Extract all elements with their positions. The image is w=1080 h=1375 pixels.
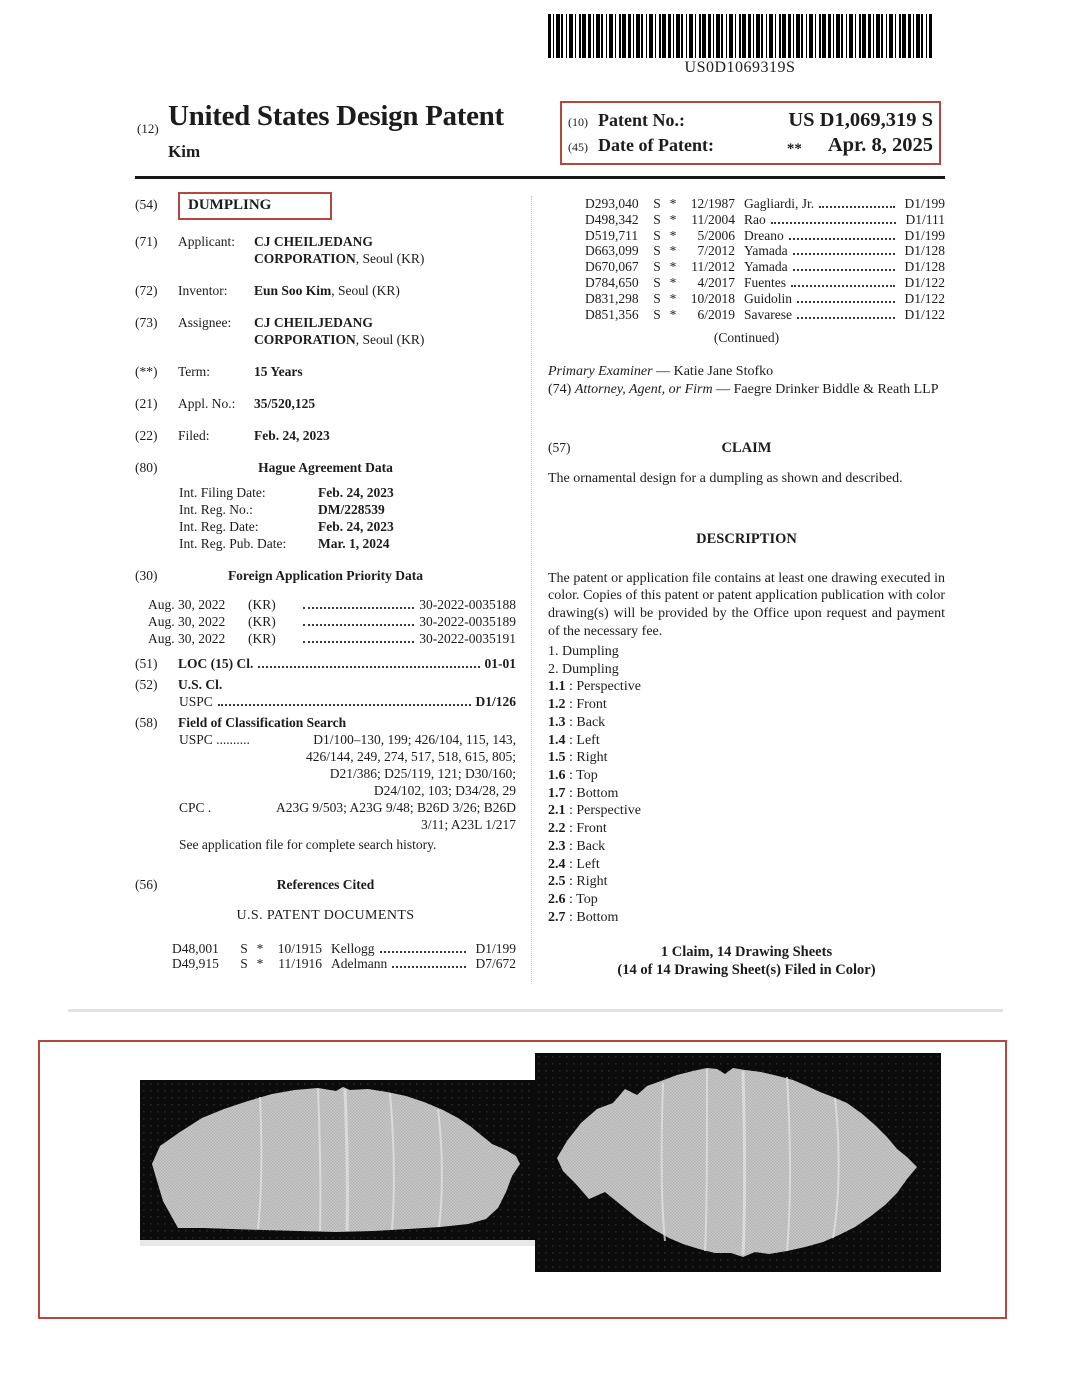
scan-artifact-line [68, 1009, 1003, 1012]
view-item-label: Perspective [576, 803, 641, 819]
figure-box [38, 1040, 1007, 1319]
reference-row [548, 228, 945, 244]
search-label-row [135, 714, 516, 731]
dot-leader [303, 631, 414, 643]
reference-row [135, 956, 516, 972]
field-58-search [135, 714, 516, 853]
claim-heading: CLAIM [721, 439, 772, 456]
search-uspc-line1 [179, 731, 516, 748]
dumpling-perspective-photo [535, 1053, 941, 1272]
examiner-line [548, 363, 945, 381]
field-52-code: (52) [135, 676, 158, 692]
applicant-name-line1: CJ CHEILJEDANG [254, 233, 373, 249]
term-asterisks: ** [786, 141, 802, 157]
view-item-number: 1.6 [548, 767, 566, 783]
ref-star: * [669, 290, 677, 306]
view-item-separator: : [569, 821, 573, 837]
field-74-code: (74) [548, 382, 572, 397]
priority-number: 30-2022-0035188 [419, 596, 516, 612]
dot-leader [797, 307, 895, 319]
view-item-label: Back [576, 714, 606, 730]
view-list-item [548, 785, 945, 803]
dot-leader [218, 694, 471, 706]
view-item-number: 2.5 [548, 874, 566, 890]
ref-name: Adelmann [331, 956, 388, 972]
ref-name: Dreano [744, 227, 784, 243]
hague-heading: Hague Agreement Data [258, 459, 393, 475]
ref-class: D1/128 [904, 243, 945, 259]
examiner-label: Primary Examiner [548, 364, 653, 380]
dot-leader [793, 259, 895, 271]
patent-date-label: Date of Patent: [598, 135, 714, 155]
dumpling-front-image [140, 1080, 537, 1240]
patent-no-label: Patent No.: [598, 110, 685, 130]
ref-date: 10/2018 [690, 290, 735, 306]
hague-row-label: Int. Reg. Pub. Date: [179, 535, 287, 551]
priority-country: (KR) [248, 613, 276, 629]
field-73-code: (73) [135, 314, 158, 330]
search-uspc-label: USPC .......... [179, 731, 250, 747]
view-item-number: 2.7 [548, 909, 566, 925]
field-80-hague [135, 459, 516, 552]
applicant-label: Applicant: [178, 233, 235, 249]
ref-class: D1/122 [904, 274, 945, 290]
hague-row-label: Int. Reg. Date: [179, 518, 259, 534]
patent-date-line [568, 134, 933, 157]
view-item-number: 1.7 [548, 785, 566, 801]
view-item-separator: : [569, 697, 573, 713]
term-value: 15 Years [254, 363, 303, 379]
reference-row [548, 243, 945, 259]
ref-star: * [669, 274, 677, 290]
ref-number: D48,001 [172, 940, 219, 956]
design-list-item [548, 643, 945, 661]
ref-name: Yamada [744, 243, 788, 259]
hague-row-value: Feb. 24, 2023 [318, 484, 394, 500]
field-22-code: (22) [135, 427, 158, 443]
claim-sheet-count: 1 Claim, 14 Drawing Sheets [660, 944, 833, 961]
field-21-code: (21) [135, 395, 158, 411]
ref-number: D784,650 [585, 274, 639, 290]
filed-label: Filed: [178, 427, 210, 443]
view-list-item [548, 678, 945, 696]
field-72-inventor [135, 282, 516, 299]
right-reference-rows [548, 196, 945, 322]
field-21-appl-no [135, 395, 516, 412]
view-item-label: Left [576, 856, 600, 872]
loc-label: LOC (15) Cl. [178, 655, 254, 671]
hague-heading-row [135, 459, 516, 476]
ref-star: * [256, 940, 264, 956]
view-item-number: 2.1 [548, 803, 566, 819]
view-list-item [548, 696, 945, 714]
view-item-number: 1.2 [548, 697, 566, 713]
kind-code: (12) [137, 121, 159, 136]
priority-date: Aug. 30, 2022 [148, 630, 226, 646]
ref-kind: S [653, 306, 661, 322]
hague-row-value: Feb. 24, 2023 [318, 518, 394, 534]
ref-number: D851,356 [585, 306, 639, 322]
view-item-number: 1.1 [548, 679, 566, 695]
reference-row [548, 307, 945, 323]
design-item-number: 2. [548, 661, 559, 677]
us-patent-documents-heading: U.S. PATENT DOCUMENTS [236, 907, 415, 923]
hague-row [179, 535, 516, 552]
attorney-firm: — Faegre Drinker Biddle & Reath LLP [712, 382, 939, 397]
ref-class: D1/199 [475, 940, 516, 956]
dot-leader [392, 956, 465, 968]
inventor-value [254, 282, 516, 299]
field-30-priority [135, 567, 516, 647]
view-item-number: 1.3 [548, 714, 566, 730]
assignee-name2: CORPORATION [254, 331, 356, 347]
priority-row [148, 630, 516, 647]
column-divider [531, 196, 532, 984]
dot-leader [771, 212, 896, 224]
field-71-code: (71) [135, 233, 158, 249]
view-item-label: Right [576, 750, 608, 766]
view-item-label: Back [576, 838, 606, 854]
view-item-label: Left [576, 732, 600, 748]
design-list-item [548, 661, 945, 679]
color-sheet-note: (14 of 14 Drawing Sheet(s) Filed in Color) [617, 962, 876, 979]
ref-kind: S [653, 243, 661, 259]
priority-row [148, 613, 516, 630]
field-54-code: (54) [135, 197, 158, 212]
barcode [548, 14, 932, 77]
view-list-item [548, 909, 945, 927]
patent-no-line [568, 109, 933, 132]
priority-rows [135, 596, 516, 647]
design-item-label: Dumpling [562, 644, 619, 660]
right-column [548, 196, 945, 979]
view-list-item [548, 714, 945, 732]
appl-no-value: 35/520,125 [254, 395, 316, 411]
priority-number: 30-2022-0035191 [419, 630, 516, 646]
ref-date: 11/2004 [691, 211, 735, 227]
ref-name: Fuentes [744, 274, 786, 290]
assignee-name-line1: CJ CHEILJEDANG [254, 314, 373, 330]
inventor-rest: , Seoul (KR) [331, 282, 400, 298]
applicant-name2: CORPORATION [254, 250, 356, 266]
view-item-label: Front [576, 821, 607, 837]
applicant-value [254, 233, 516, 267]
view-item-number: 2.4 [548, 856, 566, 872]
loc-value: 01-01 [484, 655, 516, 671]
ref-date: 12/1987 [690, 196, 735, 211]
view-item-separator: : [569, 714, 573, 730]
ref-class: D1/111 [905, 211, 945, 227]
search-note: See application file for complete search history. [179, 836, 437, 852]
ref-name: Gagliardi, Jr. [744, 196, 815, 211]
view-list-item [548, 838, 945, 856]
view-item-number: 2.3 [548, 838, 566, 854]
ref-name: Savarese [744, 306, 792, 322]
ref-kind: S [653, 196, 661, 211]
uspc-row [179, 693, 516, 710]
ref-number: D519,711 [585, 227, 639, 243]
search-cpc-line1 [179, 799, 516, 816]
priority-date: Aug. 30, 2022 [148, 613, 226, 629]
inventor-name: Eun Soo Kim [254, 282, 332, 298]
barcode-label: US0D1069319S [684, 59, 796, 76]
ref-class: D1/122 [904, 290, 945, 306]
field-56-references [135, 876, 516, 972]
view-item-number: 2.6 [548, 891, 566, 907]
patent-no-code: (10) [568, 115, 588, 129]
field-54 [135, 192, 516, 220]
ref-kind: S [653, 274, 661, 290]
attorney-line [548, 381, 945, 399]
hague-row [179, 484, 516, 501]
dot-leader [793, 243, 895, 255]
dumpling-front-photo [140, 1080, 537, 1240]
us-cl-row [135, 676, 516, 693]
view-item-label: Top [576, 767, 598, 783]
priority-date: Aug. 30, 2022 [148, 596, 226, 612]
ref-name: Yamada [744, 259, 788, 275]
field-57-code: (57) [548, 439, 571, 455]
patent-id-box [560, 101, 941, 165]
description-text: The patent or application file contains at least one drawing executed in color. Copies of this patent or patent application publication with color drawing(s) will be provided by the Office upon request and payment of the necessary fee. [548, 570, 945, 639]
ref-star: * [256, 956, 264, 972]
view-item-separator: : [569, 679, 573, 695]
dot-leader [791, 275, 895, 287]
ref-date: 5/2006 [697, 227, 735, 243]
reference-row [548, 291, 945, 307]
examiner-name: — Katie Jane Stofko [652, 364, 774, 380]
term-label: Term: [178, 363, 211, 379]
reference-row [548, 259, 945, 275]
ref-date: 7/2012 [697, 243, 735, 259]
search-cpc-text1: A23G 9/503; A23G 9/48; B26D 3/26; B26D [275, 799, 516, 815]
header-rule [135, 176, 945, 179]
view-list-item [548, 732, 945, 750]
uspc-value: D1/126 [475, 693, 516, 709]
ref-kind: S [240, 956, 248, 972]
ref-name: Rao [744, 211, 766, 227]
ref-kind: S [653, 227, 661, 243]
view-list-item [548, 749, 945, 767]
ref-kind: S [653, 290, 661, 306]
hague-row [179, 501, 516, 518]
view-item-number: 1.5 [548, 750, 566, 766]
priority-row [148, 596, 516, 613]
description-heading: DESCRIPTION [696, 530, 797, 547]
left-reference-rows [135, 941, 516, 973]
ref-date: 11/1916 [278, 956, 322, 972]
claim-text: The ornamental design for a dumpling as shown and described. [548, 470, 903, 486]
priority-heading-row [135, 567, 516, 584]
field-term [135, 363, 516, 380]
ref-number: D498,342 [585, 211, 639, 227]
term-code: (**) [135, 363, 158, 379]
field-58-code: (58) [135, 714, 158, 730]
references-heading: References Cited [276, 876, 375, 892]
search-label: Field of Classification Search [178, 714, 347, 730]
assignee-label: Assignee: [178, 314, 232, 330]
dot-leader [797, 291, 894, 303]
inventor-surname: Kim [168, 142, 201, 161]
barcode-icon [548, 14, 932, 58]
view-item-label: Perspective [576, 679, 641, 695]
ref-star: * [669, 227, 677, 243]
ref-number: D670,067 [585, 259, 639, 275]
uspc-label: USPC [179, 693, 213, 709]
reference-row [548, 212, 945, 228]
search-uspc-line: D21/386; D25/119, 121; D30/160; [329, 765, 516, 781]
design-title: DUMPLING [178, 192, 332, 220]
view-item-label: Front [576, 697, 607, 713]
field-80-code: (80) [135, 459, 158, 475]
ref-number: D663,099 [585, 243, 639, 259]
field-52-us-cl [135, 676, 516, 710]
search-cpc-line2: 3/11; A23L 1/217 [420, 816, 516, 832]
view-item-separator: : [569, 856, 573, 872]
design-list [548, 643, 945, 678]
view-list-item [548, 802, 945, 820]
reference-row [135, 941, 516, 957]
assignee-name-line2 [254, 332, 424, 347]
dot-leader [789, 228, 895, 240]
search-cpc-label: CPC . [179, 799, 212, 815]
dot-leader [303, 614, 414, 626]
ref-name: Kellogg [331, 940, 375, 956]
view-item-separator: : [569, 803, 573, 819]
applicant-rest: , Seoul (KR) [355, 250, 425, 266]
assignee-rest: , Seoul (KR) [355, 331, 425, 347]
view-item-label: Bottom [576, 909, 619, 925]
ref-kind: S [653, 211, 661, 227]
appl-no-label: Appl. No.: [178, 395, 236, 411]
patent-no-value: US D1,069,319 S [788, 109, 933, 131]
ref-class: D1/199 [904, 196, 945, 211]
view-list [548, 678, 945, 926]
view-list-item [548, 767, 945, 785]
dot-leader [258, 656, 479, 668]
hague-rows [179, 484, 516, 552]
field-56-code: (56) [135, 876, 158, 892]
hague-row [179, 518, 516, 535]
search-uspc-text1: D1/100–130, 199; 426/104, 115, 143, [313, 731, 516, 747]
ref-date: 4/2017 [697, 274, 735, 290]
ref-star: * [669, 306, 677, 322]
ref-star: * [669, 196, 677, 211]
ref-class: D1/199 [904, 227, 945, 243]
search-uspc-line: 426/144, 249, 274, 517, 518, 615, 805; [305, 748, 516, 764]
dot-leader [819, 196, 894, 208]
ref-number: D831,298 [585, 290, 639, 306]
field-73-assignee [135, 314, 516, 348]
sheet-summary [548, 943, 945, 979]
filed-value: Feb. 24, 2023 [254, 427, 330, 443]
priority-heading: Foreign Application Priority Data [227, 567, 424, 583]
field-30-code: (30) [135, 567, 158, 583]
view-item-number: 1.4 [548, 732, 566, 748]
field-51-loc [135, 655, 516, 672]
search-uspc-line: D24/102, 103; D34/28, 29 [373, 782, 516, 798]
field-22-filed [135, 427, 516, 444]
patent-date-value: Apr. 8, 2025 [827, 134, 933, 156]
reference-row [548, 275, 945, 291]
ref-name: Guidolin [744, 290, 793, 306]
hague-row-value: DM/228539 [318, 501, 385, 517]
priority-country: (KR) [248, 630, 276, 646]
view-list-item [548, 820, 945, 838]
design-item-label: Dumpling [562, 661, 619, 677]
references-heading-row [135, 876, 516, 893]
page-title: United States Design Patent [168, 100, 504, 132]
continued-note: (Continued) [713, 330, 780, 346]
reference-row [548, 196, 945, 212]
view-item-label: Bottom [576, 785, 619, 801]
ref-class: D7/672 [475, 956, 516, 972]
ref-kind: S [653, 259, 661, 275]
ref-star: * [669, 211, 677, 227]
ref-class: D1/122 [904, 306, 945, 322]
ref-date: 10/1915 [277, 940, 322, 956]
field-72-code: (72) [135, 282, 158, 298]
view-list-item [548, 873, 945, 891]
view-item-separator: : [569, 891, 573, 907]
priority-number: 30-2022-0035189 [419, 613, 516, 629]
assignee-value [254, 314, 516, 348]
ref-date: 6/2019 [697, 306, 735, 322]
view-item-label: Top [576, 891, 598, 907]
ref-star: * [669, 243, 677, 259]
left-column [135, 192, 516, 972]
view-item-separator: : [569, 838, 573, 854]
dumpling-perspective-image [535, 1053, 941, 1272]
patent-date-code: (45) [568, 140, 588, 154]
ref-class: D1/128 [904, 259, 945, 275]
hague-row-value: Mar. 1, 2024 [318, 535, 390, 551]
view-item-separator: : [569, 767, 573, 783]
view-list-item [548, 891, 945, 909]
ref-kind: S [240, 940, 248, 956]
applicant-name-line2 [254, 251, 424, 266]
priority-country: (KR) [248, 596, 276, 612]
us-cl-label: U.S. Cl. [178, 676, 223, 692]
field-51-code: (51) [135, 655, 158, 671]
field-71-applicant [135, 233, 516, 267]
inventor-label: Inventor: [178, 282, 228, 298]
view-item-separator: : [569, 732, 573, 748]
dot-leader [303, 597, 414, 609]
view-item-label: Right [576, 874, 608, 890]
ref-number: D293,040 [585, 196, 639, 211]
ref-star: * [669, 259, 677, 275]
view-item-separator: : [569, 874, 573, 890]
ref-number: D49,915 [172, 956, 219, 972]
dot-leader [380, 941, 466, 953]
view-item-separator: : [569, 909, 573, 925]
design-item-number: 1. [548, 644, 559, 660]
ref-date: 11/2012 [691, 259, 735, 275]
hague-row-label: Int. Filing Date: [179, 484, 266, 500]
view-list-item [548, 856, 945, 874]
hague-row-label: Int. Reg. No.: [179, 501, 253, 517]
view-item-separator: : [569, 785, 573, 801]
view-item-number: 2.2 [548, 821, 566, 837]
claim-heading-row [548, 439, 945, 457]
attorney-label: Attorney, Agent, or Firm [574, 382, 713, 397]
view-item-separator: : [569, 750, 573, 766]
search-uspc-cont [135, 748, 516, 799]
